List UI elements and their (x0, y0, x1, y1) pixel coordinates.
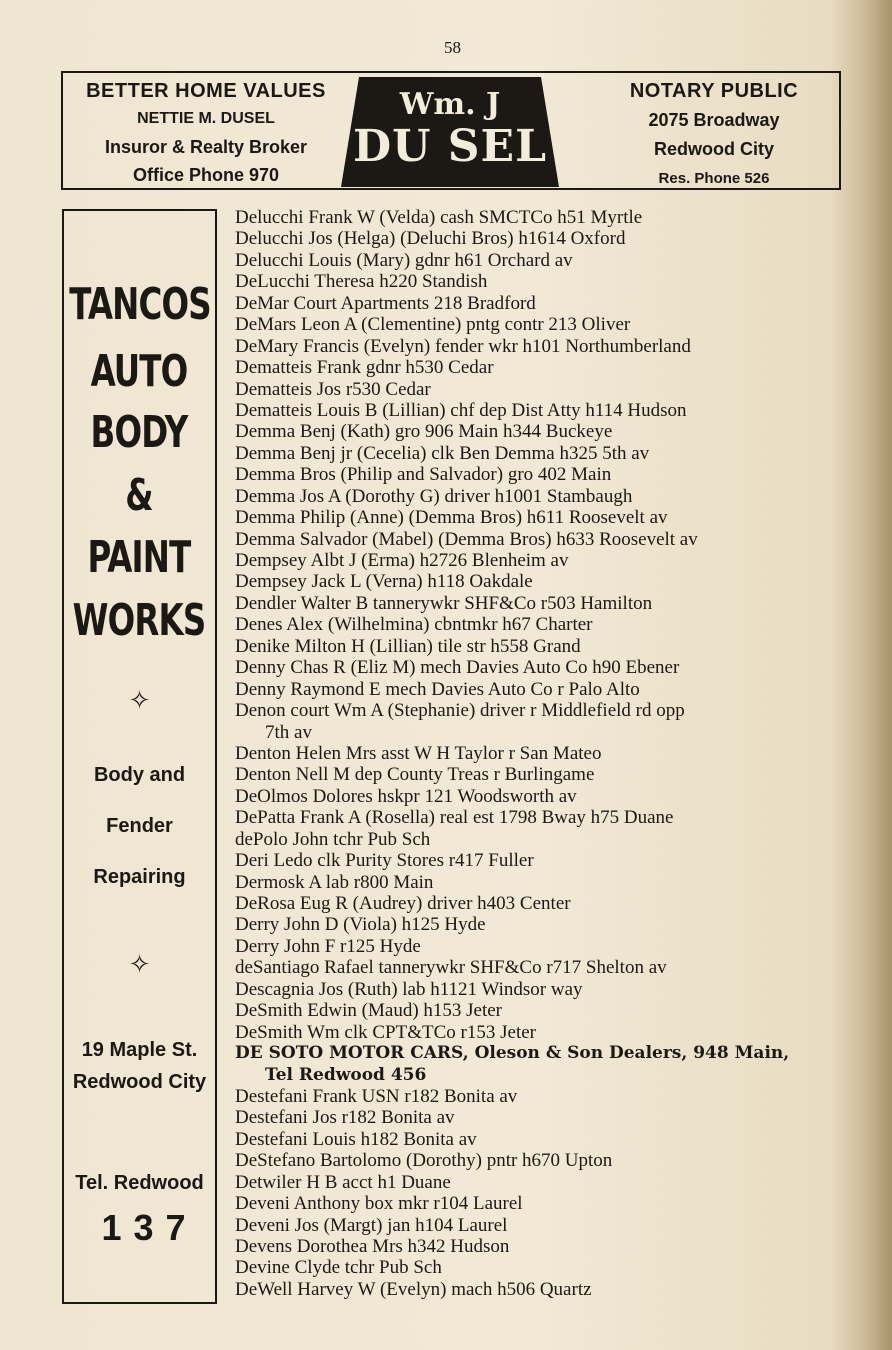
ad-tel-label: Tel. Redwood (75, 1172, 204, 1194)
directory-entry: Denny Chas R (Eliz M) mech Davies Auto Co h90 Ebener (235, 657, 680, 679)
directory-entry: DePatta Frank A (Rosella) real est 1798 Bway h75 Duane (235, 807, 674, 829)
directory-entry: Denton Helen Mrs asst W H Taylor r San Mateo (235, 742, 602, 764)
directory-entry: DeMar Court Apartments 218 Bradford (235, 292, 536, 314)
directory-entry: DeWell Harvey W (Evelyn) mach h506 Quartz (235, 1278, 592, 1300)
directory-entry: Delucchi Jos (Helga) (Deluchi Bros) h1614 Oxford (235, 228, 626, 250)
ad-tel-number: 137 (101, 1207, 198, 1248)
directory-entry: Detwiler H B acct h1 Duane (235, 1171, 451, 1193)
directory-entry: DE SOTO MOTOR CARS, Oleson & Son Dealers, 948 Main, (235, 1043, 790, 1064)
directory-entry: deSantiago Rafael tannerywkr SHF&Co r717 Shelton av (235, 957, 667, 979)
directory-entry: DeLucchi Theresa h220 Standish (235, 271, 488, 293)
page-number: 58 (444, 38, 461, 57)
banner-res-phone: Res. Phone 526 (658, 170, 770, 187)
directory-entry: Denton Nell M dep County Treas r Burlingame (235, 764, 595, 786)
directory-entry: DeSmith Edwin (Maud) h153 Jeter (235, 1000, 503, 1022)
directory-entry: Dematteis Jos r530 Cedar (235, 378, 431, 400)
directory-entry: Deveni Jos (Margt) jan h104 Laurel (235, 1214, 508, 1236)
directory-entry: Derry John F r125 Hyde (235, 935, 421, 957)
directory-entry: Devine Clyde tchr Pub Sch (235, 1257, 442, 1279)
directory-entry: Dermosk A lab r800 Main (235, 871, 434, 893)
logo-line-2: DU SEL (352, 121, 548, 172)
directory-entry: 7th av (265, 721, 312, 743)
directory-entry: Destefani Frank USN r182 Bonita av (235, 1085, 518, 1107)
directory-entry: Tel Redwood 456 (265, 1064, 427, 1085)
ad-service-line: Fender (106, 815, 173, 837)
advertisement-banner (61, 71, 841, 190)
directory-entry: Denon court Wm A (Stephanie) driver r Middlefield rd opp (235, 700, 685, 722)
directory-entry: Deri Ledo clk Purity Stores r417 Fuller (235, 850, 534, 872)
banner-left-block (71, 77, 341, 189)
directory-entry: Devens Dorothea Mrs h342 Hudson (235, 1236, 510, 1257)
directory-entry: Dematteis Frank gdnr h530 Cedar (235, 357, 494, 379)
ad-title-line: BODY (90, 407, 188, 458)
directory-entry: Destefani Louis h182 Bonita av (235, 1128, 477, 1150)
dusel-logo (341, 77, 559, 187)
diamond-ornament-icon: ✧ (128, 949, 151, 979)
ad-address-line: 19 Maple St. (81, 1039, 198, 1061)
banner-headline: BETTER HOME VALUES (86, 80, 326, 102)
banner-notary: NOTARY PUBLIC (629, 80, 799, 102)
ad-title-line: TANCOS (69, 279, 211, 330)
directory-entry: Demma Salvador (Mabel) (Demma Bros) h633 Roosevelt av (235, 528, 698, 550)
directory-entry: Denike Milton H (Lillian) tile str h558 Grand (235, 635, 581, 657)
banner-office-phone: Office Phone 970 (132, 165, 280, 185)
directory-entry: DeStefano Bartolomo (Dorothy) pntr h670 Upton (235, 1150, 613, 1172)
directory-entry: Dempsey Jack L (Verna) h118 Oakdale (235, 571, 533, 593)
directory-entry: Demma Benj (Kath) gro 906 Main h344 Buckeye (235, 421, 613, 443)
directory-entry: Deveni Anthony box mkr r104 Laurel (235, 1193, 523, 1215)
directory-entry: Demma Philip (Anne) (Demma Bros) h611 Roosevelt av (235, 507, 668, 529)
ad-title-line: & (125, 470, 153, 521)
ad-title-line: AUTO (90, 346, 188, 397)
sidebar-advertisement (62, 209, 217, 1304)
ad-title-line: PAINT (87, 532, 191, 583)
ad-service-line: Body and (93, 764, 186, 786)
directory-entry: Dendler Walter B tannerywkr SHF&Co r503 Hamilton (235, 592, 653, 614)
directory-entry: DeSmith Wm clk CPT&TCo r153 Jeter (235, 1021, 536, 1043)
ad-address-line: Redwood City (72, 1071, 207, 1093)
banner-right-block (599, 77, 829, 193)
directory-entry: Delucchi Frank W (Velda) cash SMCTCo h51 Myrtle (235, 207, 643, 228)
directory-entry: Demma Benj jr (Cecelia) clk Ben Demma h325 5th av (235, 442, 650, 464)
directory-listings (235, 207, 855, 1300)
banner-address: 2075 Broadway (648, 110, 780, 130)
directory-entry: DeMary Francis (Evelyn) fender wkr h101 Northumberland (235, 335, 691, 357)
banner-agent-title: Insuror & Realty Broker (104, 137, 308, 157)
directory-entry: Demma Bros (Philip and Salvador) gro 402 Main (235, 464, 612, 486)
directory-entry: Destefani Jos r182 Bonita av (235, 1107, 455, 1129)
ad-service-line: Repairing (93, 866, 186, 888)
banner-agent-name: NETTIE M. DUSEL (137, 110, 275, 127)
directory-entry: Demma Jos A (Dorothy G) driver h1001 Stambaugh (235, 485, 633, 507)
directory-entry: Derry John D (Viola) h125 Hyde (235, 914, 486, 936)
directory-entry: DeMars Leon A (Clementine) pntg contr 213 Oliver (235, 314, 631, 336)
directory-entry: DeRosa Eug R (Audrey) driver h403 Center (235, 893, 571, 914)
directory-entry: Denny Raymond E mech Davies Auto Co r Palo Alto (235, 678, 640, 700)
directory-entry: Delucchi Louis (Mary) gdnr h61 Orchard av (235, 249, 573, 271)
directory-entry: DeOlmos Dolores hskpr 121 Woodsworth av (235, 785, 577, 807)
ad-title-line: WORKS (72, 595, 206, 646)
diamond-ornament-icon: ✧ (128, 685, 151, 715)
directory-entry: Dempsey Albt J (Erma) h2726 Blenheim av (235, 550, 569, 571)
directory-entry: Descagnia Jos (Ruth) lab h1121 Windsor way (235, 978, 583, 1000)
banner-city: Redwood City (654, 139, 774, 159)
directory-entry: Denes Alex (Wilhelmina) cbntmkr h67 Charter (235, 614, 593, 636)
directory-entry: dePolo John tchr Pub Sch (235, 828, 431, 850)
logo-line-1: Wm. J (399, 87, 501, 122)
directory-entry: Dematteis Louis B (Lillian) chf dep Dist Atty h114 Hudson (235, 399, 687, 421)
